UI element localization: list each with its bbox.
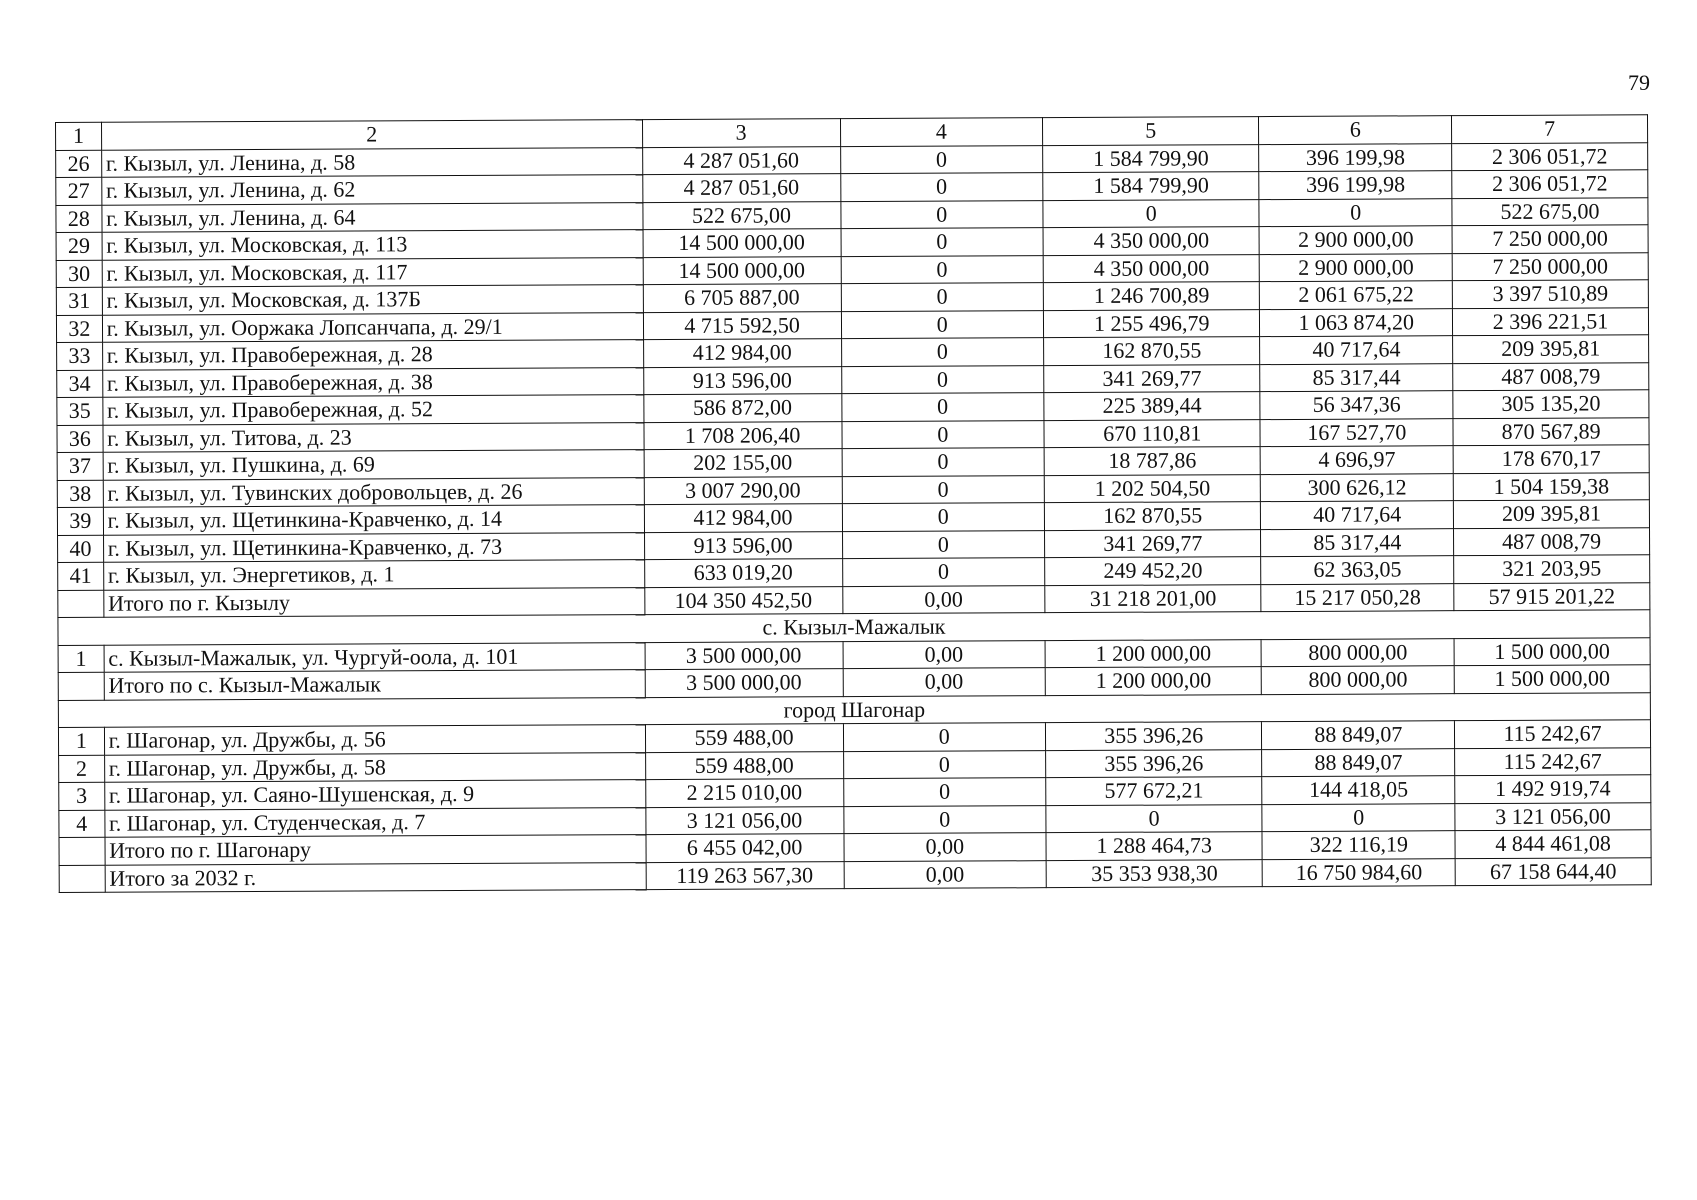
col7-cell: 4 844 461,08	[1455, 830, 1651, 858]
section-title: с. Кызыл-Мажалык	[58, 610, 1650, 645]
col4-cell: 0	[843, 750, 1046, 778]
address-cell: г. Кызыл, ул. Правобережная, д. 38	[102, 367, 643, 397]
page-number: 79	[1628, 70, 1650, 95]
col6-cell: 167 527,70	[1260, 418, 1453, 446]
col4-cell: 0	[843, 723, 1046, 751]
col3-cell: 6 455 042,00	[646, 834, 844, 862]
address-cell: г. Кызыл, ул. Энергетиков, д. 1	[103, 560, 644, 590]
address-cell: г. Шагонар, ул. Дружбы, д. 56	[104, 725, 645, 755]
row-number-cell: 32	[56, 315, 102, 343]
row-number-cell: 41	[58, 562, 104, 590]
col3-cell: 14 500 000,00	[643, 256, 841, 284]
col4-cell: 0	[843, 778, 1046, 806]
row-number-cell: 29	[56, 232, 102, 260]
col7-cell: 209 395,81	[1453, 500, 1649, 528]
col4-cell: 0	[842, 420, 1045, 448]
row-number-cell: 39	[57, 507, 103, 535]
row-number-cell: 31	[56, 287, 102, 315]
address-cell: г. Кызыл, ул. Ооржака Лопсанчапа, д. 29/1	[102, 312, 643, 342]
row-number-cell	[59, 865, 105, 893]
col3-cell: 412 984,00	[644, 504, 842, 532]
address-cell: г. Кызыл, ул. Ленина, д. 62	[101, 175, 642, 205]
col7-cell: 1 500 000,00	[1454, 665, 1650, 693]
col5-cell: 0	[1043, 199, 1260, 228]
row-number-cell: 36	[57, 425, 103, 453]
address-cell: г. Кызыл, ул. Ленина, д. 64	[102, 202, 643, 232]
col5-cell: 1 202 504,50	[1044, 474, 1261, 503]
col3-cell: 3 500 000,00	[645, 641, 843, 669]
col6-cell: 800 000,00	[1262, 638, 1455, 666]
col3-cell: 14 500 000,00	[643, 229, 841, 257]
header-cell: 2	[101, 120, 642, 150]
col7-cell: 67 158 644,40	[1455, 857, 1651, 885]
col6-cell: 2 061 675,22	[1260, 281, 1453, 309]
col5-cell: 1 288 464,73	[1046, 832, 1263, 861]
header-cell: 3	[642, 119, 840, 147]
row-number-cell: 37	[57, 452, 103, 480]
col6-cell: 396 199,98	[1259, 171, 1452, 199]
col6-cell: 40 717,64	[1260, 336, 1453, 364]
col5-cell: 0	[1046, 804, 1263, 833]
col5-cell: 31 218 201,00	[1045, 584, 1262, 613]
col3-cell: 913 596,00	[644, 531, 842, 559]
col4-cell: 0	[842, 475, 1045, 503]
col5-cell: 162 870,55	[1044, 502, 1261, 531]
col5-cell: 1 200 000,00	[1045, 667, 1262, 696]
col5-cell: 1 584 799,90	[1043, 172, 1260, 201]
col4-cell: 0	[841, 310, 1044, 338]
col4-cell: 0	[840, 200, 1043, 228]
col6-cell: 322 116,19	[1262, 831, 1455, 859]
col7-cell: 209 395,81	[1453, 335, 1649, 363]
col5-cell: 162 870,55	[1044, 337, 1261, 366]
col3-cell: 412 984,00	[643, 339, 841, 367]
address-cell: с. Кызыл-Мажалык, ул. Чургуй-оола, д. 101	[104, 642, 645, 672]
col4-cell: 0	[841, 365, 1044, 393]
col5-cell: 670 110,81	[1044, 419, 1261, 448]
address-cell: г. Кызыл, ул. Московская, д. 113	[102, 230, 643, 260]
col3-cell: 104 350 452,50	[644, 586, 842, 614]
col5-cell: 577 672,21	[1046, 777, 1263, 806]
address-cell: Итого по г. Шагонару	[105, 835, 646, 865]
col6-cell: 88 849,07	[1262, 748, 1455, 776]
col7-cell: 7 250 000,00	[1452, 252, 1648, 280]
header-cell: 5	[1042, 117, 1259, 146]
col5-cell: 225 389,44	[1044, 392, 1261, 421]
col5-cell: 355 396,26	[1045, 722, 1262, 751]
col4-cell: 0	[842, 558, 1045, 586]
col5-cell: 341 269,77	[1044, 529, 1261, 558]
address-cell: г. Кызыл, ул. Правобережная, д. 52	[103, 395, 644, 425]
address-cell: г. Кызыл, ул. Правобережная, д. 28	[102, 340, 643, 370]
row-number-cell: 1	[58, 645, 104, 673]
col3-cell: 586 872,00	[643, 394, 841, 422]
col5-cell: 1 200 000,00	[1045, 639, 1262, 668]
row-number-cell	[58, 590, 104, 618]
col5-cell: 341 269,77	[1044, 364, 1261, 393]
col7-cell: 178 670,17	[1453, 445, 1649, 473]
row-number-cell: 2	[59, 755, 105, 783]
col6-cell: 16 750 984,60	[1263, 858, 1456, 886]
col6-cell: 2 900 000,00	[1260, 253, 1453, 281]
address-cell: Итого за 2032 г.	[105, 862, 646, 892]
col4-cell: 0,00	[844, 833, 1047, 861]
col4-cell: 0	[841, 283, 1044, 311]
col4-cell: 0	[840, 145, 1043, 173]
address-cell: г. Кызыл, ул. Титова, д. 23	[103, 422, 644, 452]
col5-cell: 18 787,86	[1044, 447, 1261, 476]
col5-cell: 249 452,20	[1045, 557, 1262, 586]
col6-cell: 88 849,07	[1262, 721, 1455, 749]
address-cell: г. Кызыл, ул. Московская, д. 117	[102, 257, 643, 287]
row-number-cell: 1	[58, 727, 104, 755]
row-number-cell: 3	[59, 782, 105, 810]
col4-cell: 0,00	[843, 640, 1046, 668]
col7-cell: 2 306 051,72	[1452, 142, 1648, 170]
col3-cell: 4 715 592,50	[643, 311, 841, 339]
data-table	[55, 114, 1652, 893]
col6-cell: 62 363,05	[1261, 556, 1454, 584]
col4-cell: 0	[840, 173, 1043, 201]
col3-cell: 4 287 051,60	[642, 174, 840, 202]
col3-cell: 3 121 056,00	[645, 806, 843, 834]
row-number-cell: 38	[57, 480, 103, 508]
col3-cell: 913 596,00	[643, 366, 841, 394]
row-number-cell: 33	[57, 342, 103, 370]
col7-cell: 487 008,79	[1454, 527, 1650, 555]
col3-cell: 559 488,00	[645, 724, 843, 752]
col6-cell: 0	[1262, 803, 1455, 831]
col6-cell: 0	[1259, 198, 1452, 226]
col3-cell: 1 708 206,40	[643, 421, 841, 449]
col3-cell: 119 263 567,30	[646, 861, 844, 889]
address-cell: г. Кызыл, ул. Пушкина, д. 69	[103, 450, 644, 480]
col6-cell: 56 347,36	[1260, 391, 1453, 419]
col6-cell: 1 063 874,20	[1260, 308, 1453, 336]
address-cell: г. Кызыл, ул. Московская, д. 137Б	[102, 285, 643, 315]
col6-cell: 144 418,05	[1262, 776, 1455, 804]
header-cell: 4	[840, 118, 1043, 146]
col5-cell: 4 350 000,00	[1043, 254, 1260, 283]
col5-cell: 35 353 938,30	[1046, 859, 1263, 888]
header-cell: 7	[1452, 115, 1648, 143]
row-number-cell: 27	[56, 177, 102, 205]
col7-cell: 57 915 201,22	[1454, 582, 1650, 610]
col7-cell: 115 242,67	[1455, 720, 1651, 748]
col6-cell: 40 717,64	[1261, 501, 1454, 529]
row-number-cell: 40	[58, 535, 104, 563]
col6-cell: 396 199,98	[1259, 143, 1452, 171]
col4-cell: 0	[841, 393, 1044, 421]
col4-cell: 0	[841, 338, 1044, 366]
row-number-cell	[58, 672, 104, 700]
col4-cell: 0,00	[842, 585, 1045, 613]
col5-cell: 1 246 700,89	[1043, 282, 1260, 311]
col3-cell: 6 705 887,00	[643, 284, 841, 312]
address-cell: г. Кызыл, ул. Ленина, д. 58	[101, 147, 642, 177]
row-number-cell: 35	[57, 397, 103, 425]
col7-cell: 7 250 000,00	[1452, 225, 1648, 253]
col4-cell: 0	[841, 228, 1044, 256]
address-cell: г. Шагонар, ул. Саяно-Шушенская, д. 9	[104, 780, 645, 810]
col7-cell: 3 397 510,89	[1452, 280, 1648, 308]
col7-cell: 1 500 000,00	[1454, 637, 1650, 665]
col4-cell: 0	[841, 255, 1044, 283]
header-cell: 6	[1259, 116, 1452, 144]
section-title: город Шагонар	[58, 692, 1650, 727]
col7-cell: 870 567,89	[1453, 417, 1649, 445]
col4-cell: 0,00	[844, 860, 1047, 888]
header-cell: 1	[56, 122, 102, 150]
col3-cell: 4 287 051,60	[642, 146, 840, 174]
col3-cell: 559 488,00	[645, 751, 843, 779]
col4-cell: 0	[842, 530, 1045, 558]
row-number-cell: 4	[59, 810, 105, 838]
col7-cell: 522 675,00	[1452, 197, 1648, 225]
col3-cell: 3 007 290,00	[644, 476, 842, 504]
col5-cell: 355 396,26	[1046, 749, 1263, 778]
col7-cell: 2 396 221,51	[1453, 307, 1649, 335]
row-number-cell	[59, 837, 105, 865]
col7-cell: 321 203,95	[1454, 555, 1650, 583]
col3-cell: 522 675,00	[642, 201, 840, 229]
col4-cell: 0,00	[843, 668, 1046, 696]
address-cell: г. Шагонар, ул. Дружбы, д. 58	[104, 752, 645, 782]
col6-cell: 4 696,97	[1261, 446, 1454, 474]
row-number-cell: 30	[56, 260, 102, 288]
col5-cell: 1 584 799,90	[1043, 144, 1260, 173]
col4-cell: 0	[842, 448, 1045, 476]
col6-cell: 15 217 050,28	[1261, 583, 1454, 611]
col7-cell: 3 121 056,00	[1455, 802, 1651, 830]
row-number-cell: 28	[56, 205, 102, 233]
col6-cell: 2 900 000,00	[1260, 226, 1453, 254]
address-cell: г. Кызыл, ул. Щетинкина-Кравченко, д. 73	[103, 532, 644, 562]
address-cell: г. Шагонар, ул. Студенческая, д. 7	[105, 807, 646, 837]
col5-cell: 1 255 496,79	[1043, 309, 1260, 338]
col7-cell: 115 242,67	[1455, 747, 1651, 775]
col7-cell: 1 504 159,38	[1453, 472, 1649, 500]
col3-cell: 2 215 010,00	[645, 779, 843, 807]
col3-cell: 202 155,00	[644, 449, 842, 477]
col4-cell: 0	[842, 503, 1045, 531]
row-number-cell: 26	[56, 150, 102, 178]
address-cell: Итого по г. Кызылу	[103, 587, 644, 617]
col6-cell: 300 626,12	[1261, 473, 1454, 501]
address-cell: г. Кызыл, ул. Щетинкина-Кравченко, д. 14	[103, 505, 644, 535]
col7-cell: 1 492 919,74	[1455, 775, 1651, 803]
col3-cell: 3 500 000,00	[645, 669, 843, 697]
col7-cell: 305 135,20	[1453, 390, 1649, 418]
col4-cell: 0	[843, 805, 1046, 833]
address-cell: г. Кызыл, ул. Тувинских добровольцев, д. 26	[103, 477, 644, 507]
col6-cell: 800 000,00	[1262, 666, 1455, 694]
col6-cell: 85 317,44	[1261, 528, 1454, 556]
address-cell: Итого по с. Кызыл-Мажалык	[104, 670, 645, 700]
col3-cell: 633 019,20	[644, 559, 842, 587]
col6-cell: 85 317,44	[1260, 363, 1453, 391]
row-number-cell: 34	[57, 370, 103, 398]
col7-cell: 487 008,79	[1453, 362, 1649, 390]
col5-cell: 4 350 000,00	[1043, 227, 1260, 256]
col7-cell: 2 306 051,72	[1452, 170, 1648, 198]
